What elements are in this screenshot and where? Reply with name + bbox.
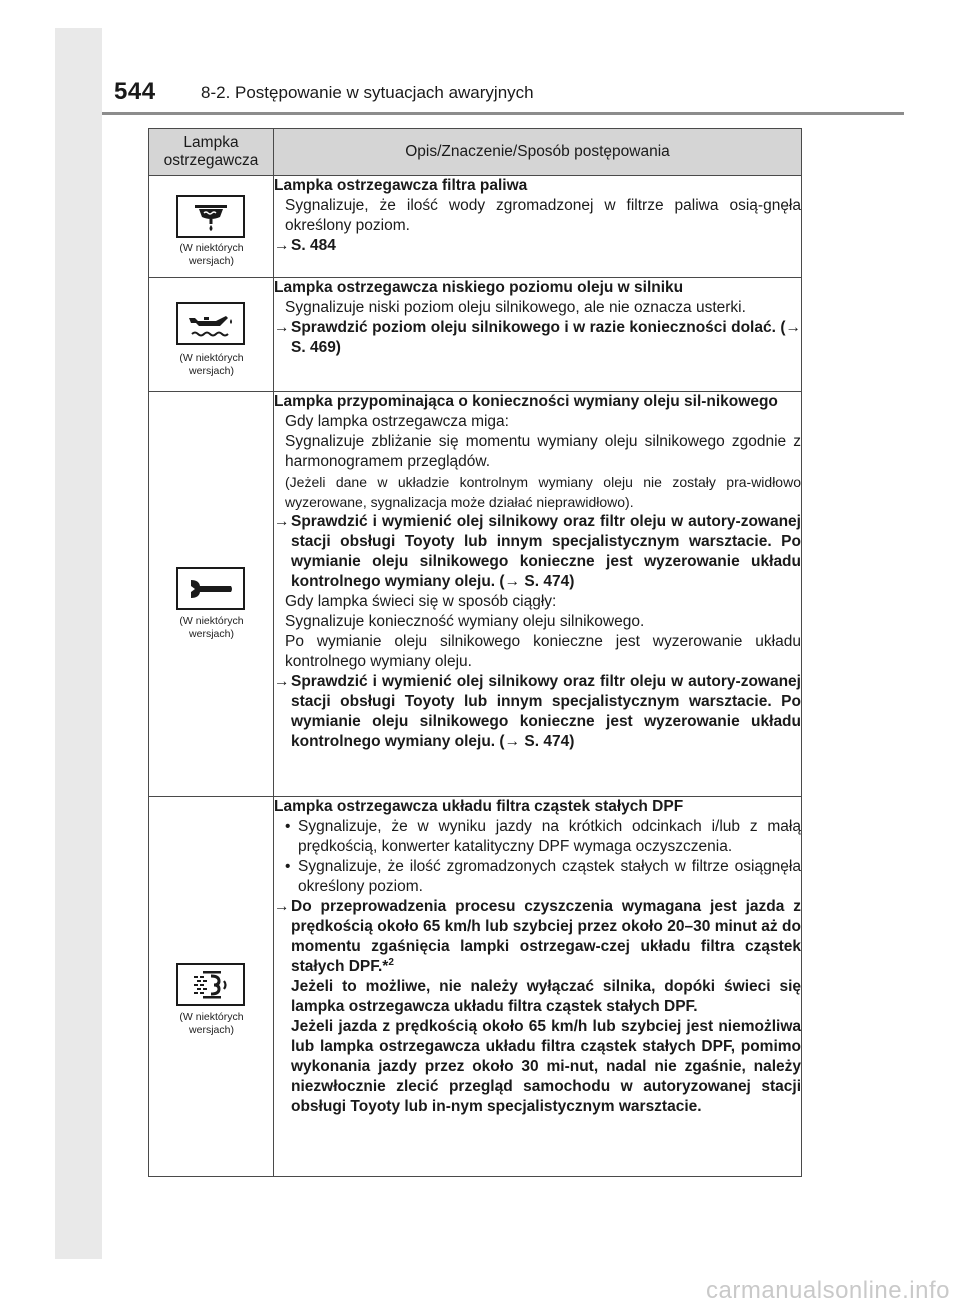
icon-note: (W niektórych wersjach) bbox=[179, 1011, 244, 1036]
blink-label: Gdy lampka ostrzegawcza miga: bbox=[285, 413, 509, 430]
reference-link[interactable]: Sprawdzić i wymienić olej silnikowy oraz filtr oleju w autory-zowanej stacji obsługi Toyoty lub innym specjalistycznym warsztacie. Po wymianie oleju silnikowego konieczne jest wyzerowanie układu kontrolnego wymiany oleju. (→ S. 474) bbox=[291, 513, 801, 590]
page-reference bbox=[274, 236, 801, 256]
column-header-description: Opis/Znaczenie/Sposób postępowania bbox=[274, 129, 802, 176]
instruction-text: Jeżeli jazda z prędkością około 65 km/h lub szybciej jest niemożliwa lub lampka ostrzegawcza układu filtra cząstek stałych DPF, pomimo wykonania jazdy przez około 30 mi-nut, nadal nie zgaśnie, należy niezwłocznie zlecić przegląd samochodu w autoryzowanej stacji obsługi Toyoty lub in-nym specjalistycznym warsztacie. bbox=[291, 1018, 801, 1115]
list-item bbox=[274, 817, 801, 857]
icon-note: (W niektórych wersjach) bbox=[179, 242, 244, 267]
icon-cell bbox=[149, 278, 274, 392]
warning-title: Lampka przypominająca o konieczności wymiany oleju sil-nikowego bbox=[274, 393, 778, 410]
table-row bbox=[149, 392, 802, 797]
dpf-filter-icon bbox=[176, 963, 245, 1006]
warning-text: Sygnalizuje niski poziom oleju silnikowego, ale nie oznacza usterki. bbox=[285, 299, 746, 316]
arrow-icon: → bbox=[274, 513, 290, 530]
low-oil-level-icon bbox=[176, 302, 245, 345]
footnote-mark: 2 bbox=[388, 956, 394, 968]
reference-link[interactable]: Sprawdzić i wymienić olej silnikowy oraz filtr oleju w autory-zowanej stacji obsługi Toyoty lub innym specjalistycznym warsztacie. Po wymianie oleju silnikowego konieczne jest wyzerowanie układu kontrolnego wymiany oleju. (→ S. 474) bbox=[291, 673, 801, 750]
description-cell bbox=[274, 797, 802, 1177]
steady-text: Sygnalizuje konieczność wymiany oleju silnikowego. bbox=[285, 613, 645, 630]
page-reference bbox=[274, 512, 801, 592]
arrow-icon: → bbox=[274, 237, 290, 254]
warning-title: Lampka ostrzegawcza niskiego poziomu oleju w silniku bbox=[274, 279, 684, 296]
bullet-text: Sygnalizuje, że w wyniku jazdy na krótkich odcinkach i/lub z małą prędkością, konwerter katalityczny DPF wymaga oczyszczenia. bbox=[298, 818, 801, 855]
watermark: carmanualsonline.info bbox=[706, 1277, 950, 1304]
arrow-icon: → bbox=[274, 319, 290, 336]
page-reference bbox=[274, 672, 801, 752]
icon-cell bbox=[149, 392, 274, 797]
warning-text: Sygnalizuje, że ilość wody zgromadzonej w filtrze paliwa osią-gnęła określony poziom. bbox=[285, 197, 801, 234]
table-row bbox=[149, 278, 802, 392]
description-cell bbox=[274, 176, 802, 278]
page-number: 544 bbox=[114, 78, 156, 105]
section-title: 8-2. Postępowanie w sytuacjach awaryjnych bbox=[201, 83, 534, 102]
warning-title: Lampka ostrzegawcza filtra paliwa bbox=[274, 177, 528, 194]
reference-link[interactable]: S. 484 bbox=[291, 237, 336, 254]
reference-link[interactable]: Sprawdzić poziom oleju silnikowego i w razie konieczności dolać. (→ S. 469) bbox=[291, 319, 801, 356]
list-item bbox=[274, 857, 801, 897]
description-cell bbox=[274, 278, 802, 392]
warning-title: Lampka ostrzegawcza układu filtra cząstek stałych DPF bbox=[274, 798, 684, 815]
bullet: • bbox=[285, 818, 291, 835]
bullet: • bbox=[285, 858, 291, 875]
wrench-icon bbox=[176, 567, 245, 610]
header-rule bbox=[102, 112, 904, 115]
icon-cell bbox=[149, 797, 274, 1177]
description-cell bbox=[274, 392, 802, 797]
table-row bbox=[149, 797, 802, 1177]
table-row bbox=[149, 176, 802, 278]
icon-note: (W niektórych wersjach) bbox=[179, 352, 244, 377]
page-header bbox=[102, 28, 904, 112]
steady-text: Po wymianie oleju silnikowego konieczne jest wyzerowanie układu kontrolnego wymiany oleju. bbox=[285, 633, 801, 670]
blink-text: Sygnalizuje zbliżanie się momentu wymiany oleju silnikowego zgodnie z harmonogramem przeglądów. bbox=[285, 433, 801, 470]
arrow-icon: → bbox=[274, 673, 290, 690]
table-header-row bbox=[149, 129, 802, 176]
action-instruction bbox=[274, 897, 801, 977]
steady-label: Gdy lampka świeci się w sposób ciągły: bbox=[285, 593, 557, 610]
page-reference bbox=[274, 318, 801, 358]
fuel-filter-icon bbox=[176, 195, 245, 238]
bullet-text: Sygnalizuje, że ilość zgromadzonych cząstek stałych w filtrze osiągnęła określony poziom. bbox=[298, 858, 801, 895]
warning-lights-table bbox=[148, 128, 802, 1177]
page-sidebar-tab bbox=[55, 28, 102, 1259]
icon-cell bbox=[149, 176, 274, 278]
instruction-text: Do przeprowadzenia procesu czyszczenia wymagana jest jazda z prędkością około 65 km/h lub szybciej przez około 20–30 minut aż do momentu zgaśnięcia lampki ostrzegaw-czej układu filtra cząstek stałych DPF.*$^2$ bbox=[291, 898, 801, 975]
icon-note: (W niektórych wersjach) bbox=[179, 615, 244, 640]
column-header-light: Lampka ostrzegawcza bbox=[149, 129, 274, 176]
blink-note: (Jeżeli dane w układzie kontrolnym wymiany oleju nie zostały pra-widłowo wyzerowane, sygnalizacja może działać nieprawidłowo). bbox=[285, 474, 801, 510]
instruction-text: Jeżeli to możliwe, nie należy wyłączać silnika, dopóki świeci się lampka ostrzegawcza układu filtra cząstek stałych DPF. bbox=[291, 978, 801, 1015]
arrow-icon: → bbox=[274, 898, 290, 915]
